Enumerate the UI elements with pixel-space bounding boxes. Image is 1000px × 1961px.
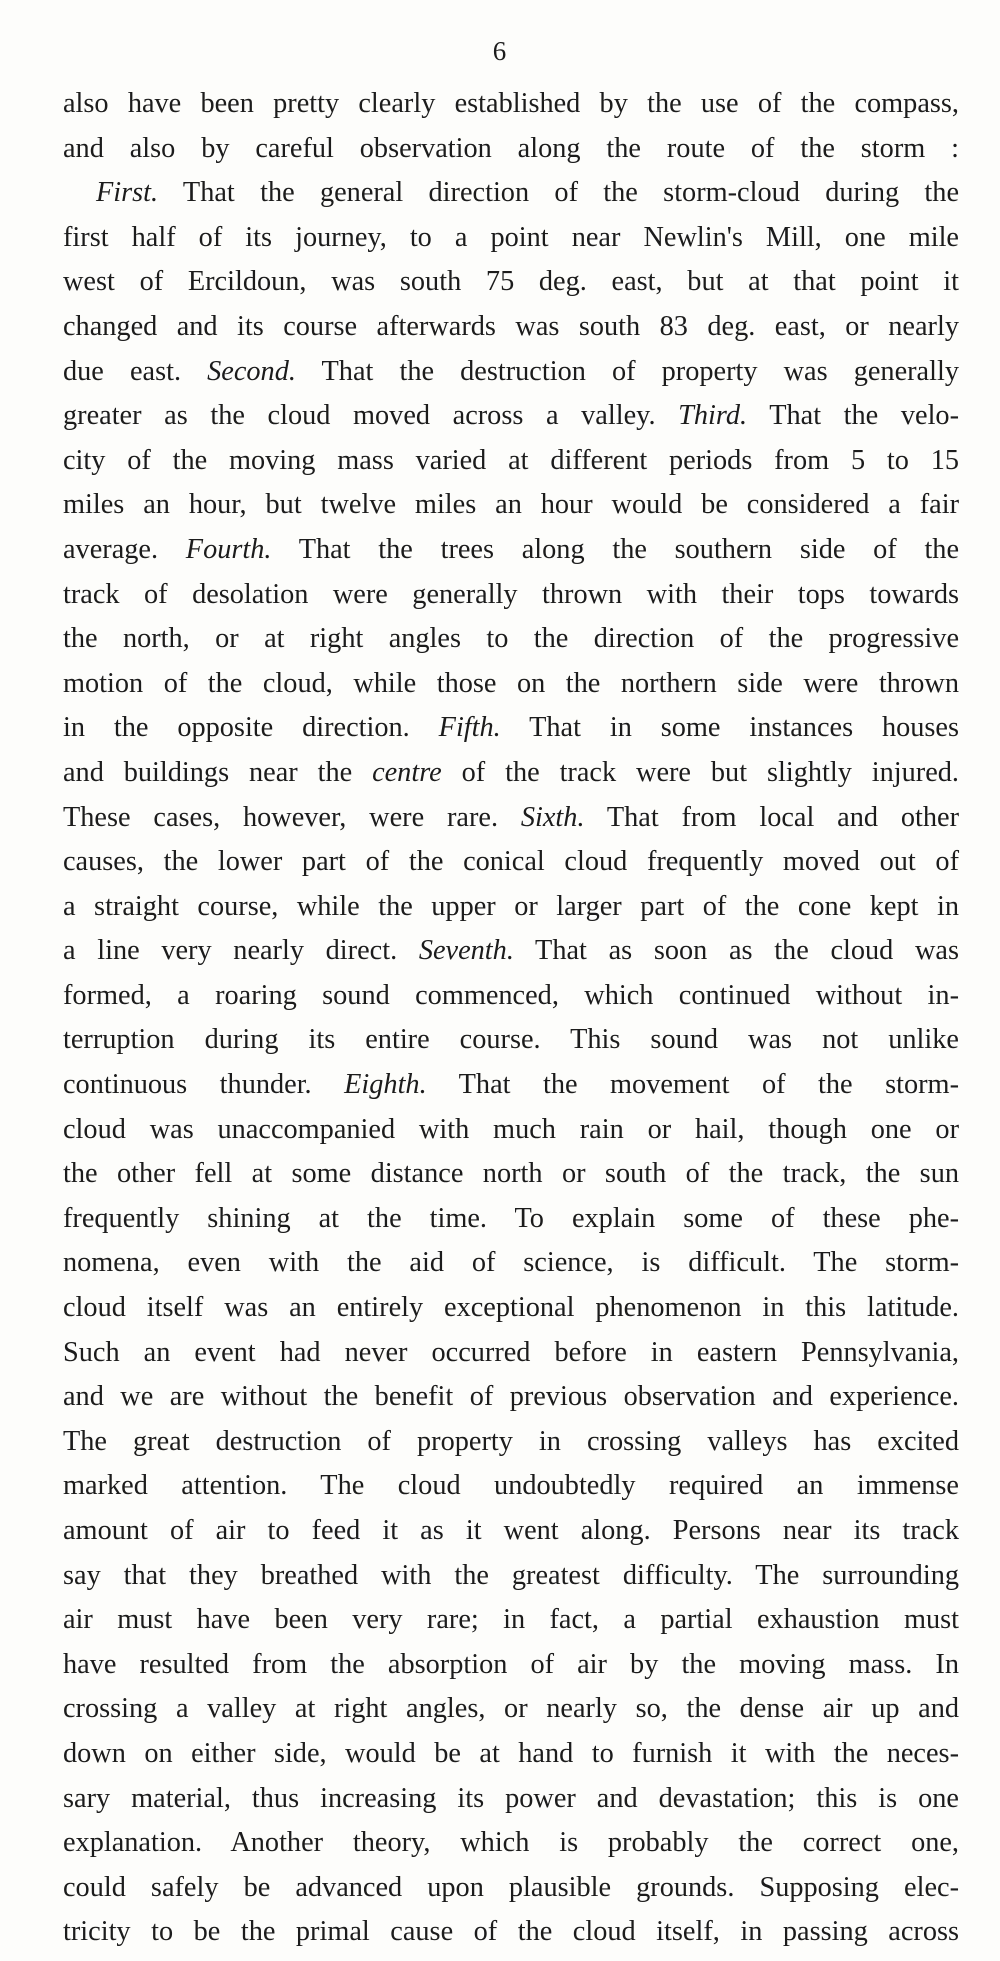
text-line: amount of air to feed it as it went along. Persons near its track <box>63 1515 959 1546</box>
text-line: and we are without the benefit of previous observation and experience. <box>63 1381 959 1413</box>
text-line: explanation. Another theory, which is probably the correct one, <box>63 1827 959 1859</box>
text-line: the north, or at right angles to the direction of the progressive <box>63 623 959 655</box>
text-line: Such an event had never occurred before in eastern Pennsylvania, <box>63 1336 959 1368</box>
text-line: miles an hour, but twelve miles an hour would be considered a fair <box>63 489 959 521</box>
text-line: first half of its journey, to a point near Newlin's Mill, one mile <box>63 221 959 253</box>
text-line: a straight course, while the upper or larger part of the cone kept in <box>63 890 959 922</box>
text-line: continuous thunder. Eighth. That the movement of the storm- <box>63 1069 959 1101</box>
text-line: and buildings near the centre of the track were but slightly injured. <box>63 756 959 788</box>
text-line: the other fell at some distance north or south of the track, the sun <box>63 1158 959 1190</box>
text-line: crossing a valley at right angles, or nearly so, the dense air up and <box>63 1693 959 1725</box>
page-number: 6 <box>492 36 508 66</box>
text-line: causes, the lower part of the conical cloud frequently moved out of <box>63 846 959 878</box>
text-line: have resulted from the absorption of air by the moving mass. In <box>63 1648 959 1680</box>
text-line: The great destruction of property in crossing valleys has excited <box>63 1425 959 1457</box>
text-line: tricity to be the primal cause of the cloud itself, in passing across <box>63 1916 959 1948</box>
text-line: terruption during its entire course. This sound was not unlike <box>63 1024 959 1056</box>
text-line: greater as the cloud moved across a valley. Third. That the velo- <box>63 400 959 432</box>
text-line: First. That the general direction of the storm-cloud during the <box>96 177 959 209</box>
text-line: west of Ercildoun, was south 75 deg. east, but at that point it <box>63 266 959 298</box>
text-line: motion of the cloud, while those on the northern side were thrown <box>63 667 959 699</box>
text-line: city of the moving mass varied at different periods from 5 to 15 <box>63 444 959 476</box>
text-line: due east. Second. That the destruction of property was generally <box>63 355 959 387</box>
text-line: frequently shining at the time. To explain some of these phe- <box>63 1202 959 1234</box>
body-text <box>63 82 959 1955</box>
text-line: cloud itself was an entirely exceptional phenomenon in this latitude. <box>63 1292 959 1324</box>
text-line: say that they breathed with the greatest difficulty. The surrounding <box>63 1559 959 1591</box>
text-line: in the opposite direction. Fifth. That in some instances houses <box>63 712 959 744</box>
text-line: changed and its course afterwards was south 83 deg. east, or nearly <box>63 310 959 342</box>
text-line: also have been pretty clearly established by the use of the compass, <box>63 88 959 119</box>
text-line: a line very nearly direct. Seventh. That as soon as the cloud was <box>63 935 959 967</box>
text-line: cloud was unaccompanied with much rain or hail, though one or <box>63 1113 959 1145</box>
text-line: These cases, however, were rare. Sixth. That from local and other <box>63 801 959 833</box>
text-line: down on either side, would be at hand to furnish it with the neces- <box>63 1737 959 1769</box>
text-line: marked attention. The cloud undoubtedly required an immense <box>63 1470 959 1502</box>
text-line: sary material, thus increasing its power and devastation; this is one <box>63 1782 959 1814</box>
text-line: could safely be advanced upon plausible grounds. Supposing elec- <box>63 1871 959 1903</box>
text-line: air must have been very rare; in fact, a partial exhaustion must <box>63 1604 959 1636</box>
text-line: average. Fourth. That the trees along the southern side of the <box>63 533 960 565</box>
text-line: and also by careful observation along the route of the storm : <box>63 132 959 164</box>
text-line: formed, a roaring sound commenced, which continued without in- <box>63 979 959 1011</box>
text-line: track of desolation were generally thrown with their tops towards <box>63 578 959 610</box>
text-line: nomena, even with the aid of science, is difficult. The storm- <box>63 1247 959 1279</box>
